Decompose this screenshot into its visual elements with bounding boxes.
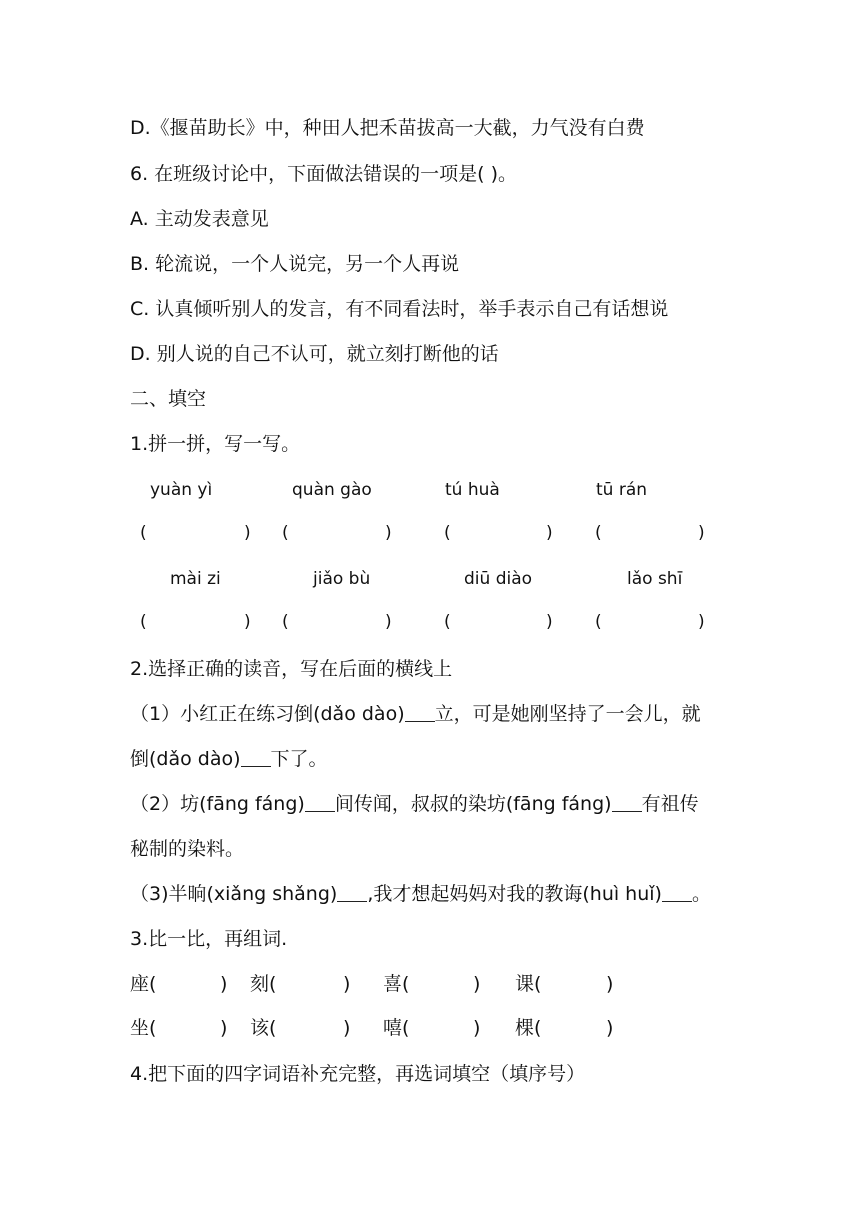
word-5: 坐( <box>130 1017 157 1039</box>
word-8: 棵( <box>515 1017 542 1039</box>
answer-open-7: ( <box>444 612 451 632</box>
p2-sentence-1-cont <box>130 747 328 771</box>
answer-close-2: ) <box>385 523 392 543</box>
s1-part-a: （1）小红正在练习倒(dǎo dào) <box>130 703 405 725</box>
s1-part-b: 立，可是她刚坚持了一会儿，就 <box>434 703 701 725</box>
answer-close-7: ) <box>546 612 553 632</box>
p1-title: 1.拼一拼，写一写。 <box>130 433 301 455</box>
pinyin-3: tú huà <box>445 480 500 500</box>
answer-open-5: ( <box>140 612 147 632</box>
word-5-close: ) <box>220 1017 228 1039</box>
answer-blank <box>241 748 271 767</box>
answer-open-3: ( <box>444 523 451 543</box>
q6-option-a: A. 主动发表意见 <box>130 208 269 230</box>
word-1: 座( <box>130 973 157 995</box>
s1-part-d: 下了。 <box>270 748 328 770</box>
word-2-close: ) <box>343 973 351 995</box>
s2-part-a: （2）坊(fāng fáng) <box>130 793 305 815</box>
word-3-close: ) <box>473 973 481 995</box>
q6-option-d: D. 别人说的自己不认可，就立刻打断他的话 <box>130 343 499 365</box>
s2-part-c: 有祖传 <box>641 793 699 815</box>
answer-blank <box>305 793 335 812</box>
p2-sentence-1 <box>130 702 701 726</box>
answer-open-8: ( <box>595 612 602 632</box>
q6-option-c: C. 认真倾听别人的发言，有不同看法时，举手表示自己有话想说 <box>130 298 669 320</box>
answer-open-6: ( <box>282 612 289 632</box>
p2-sentence-2-cont: 秘制的染料。 <box>130 838 245 860</box>
pinyin-5: mài zi <box>170 569 221 589</box>
s3-part-b: ,我才想起妈妈对我的教诲(huì huǐ) <box>367 883 662 905</box>
pinyin-4: tū rán <box>596 480 648 500</box>
p2-title: 2.选择正确的读音，写在后面的横线上 <box>130 658 453 680</box>
pinyin-8: lǎo shī <box>627 569 683 589</box>
answer-blank <box>662 883 692 902</box>
answer-close-6: ) <box>385 612 392 632</box>
answer-close-5: ) <box>244 612 251 632</box>
p3-title: 3.比一比，再组词. <box>130 928 288 950</box>
section-title: 二、填空 <box>130 388 207 410</box>
s3-part-c: 。 <box>691 883 711 905</box>
word-7: 嘻( <box>383 1017 410 1039</box>
p2-sentence-3 <box>130 882 711 906</box>
pinyin-7: diū diào <box>464 569 533 589</box>
answer-close-4: ) <box>698 523 705 543</box>
word-8-close: ) <box>606 1017 614 1039</box>
pinyin-1: yuàn yì <box>150 480 213 500</box>
answer-blank <box>612 793 642 812</box>
pinyin-2: quàn gào <box>292 480 372 500</box>
answer-close-8: ) <box>698 612 705 632</box>
answer-blank <box>405 703 435 722</box>
answer-open-4: ( <box>595 523 602 543</box>
pinyin-6: jiǎo bù <box>313 569 371 589</box>
s2-part-b: 间传闻，叔叔的染坊(fāng fáng) <box>334 793 612 815</box>
q6-stem: 6. 在班级讨论中，下面做法错误的一项是( )。 <box>130 163 518 185</box>
answer-blank <box>337 883 367 902</box>
p4-title: 4.把下面的四字词语补充完整，再选词填空（填序号） <box>130 1063 586 1085</box>
s3-part-a: （3)半晌(xiǎng shǎng) <box>130 883 338 905</box>
word-3: 喜( <box>383 973 410 995</box>
word-6-close: ) <box>343 1017 351 1039</box>
s1-part-c: 倒(dǎo dào) <box>130 748 241 770</box>
q6-option-b: B. 轮流说，一个人说完，另一个人再说 <box>130 253 460 275</box>
answer-open-1: ( <box>140 523 147 543</box>
answer-close-1: ) <box>244 523 251 543</box>
p2-sentence-2 <box>130 792 699 816</box>
word-4: 课( <box>515 973 542 995</box>
word-1-close: ) <box>220 973 228 995</box>
word-4-close: ) <box>606 973 614 995</box>
word-6: 该( <box>250 1017 277 1039</box>
word-7-close: ) <box>473 1017 481 1039</box>
answer-close-3: ) <box>546 523 553 543</box>
word-2: 刻( <box>250 973 277 995</box>
q5-option-d: D.《揠苗助长》中，种田人把禾苗拔高一大截，力气没有白费 <box>130 117 645 139</box>
answer-open-2: ( <box>282 523 289 543</box>
